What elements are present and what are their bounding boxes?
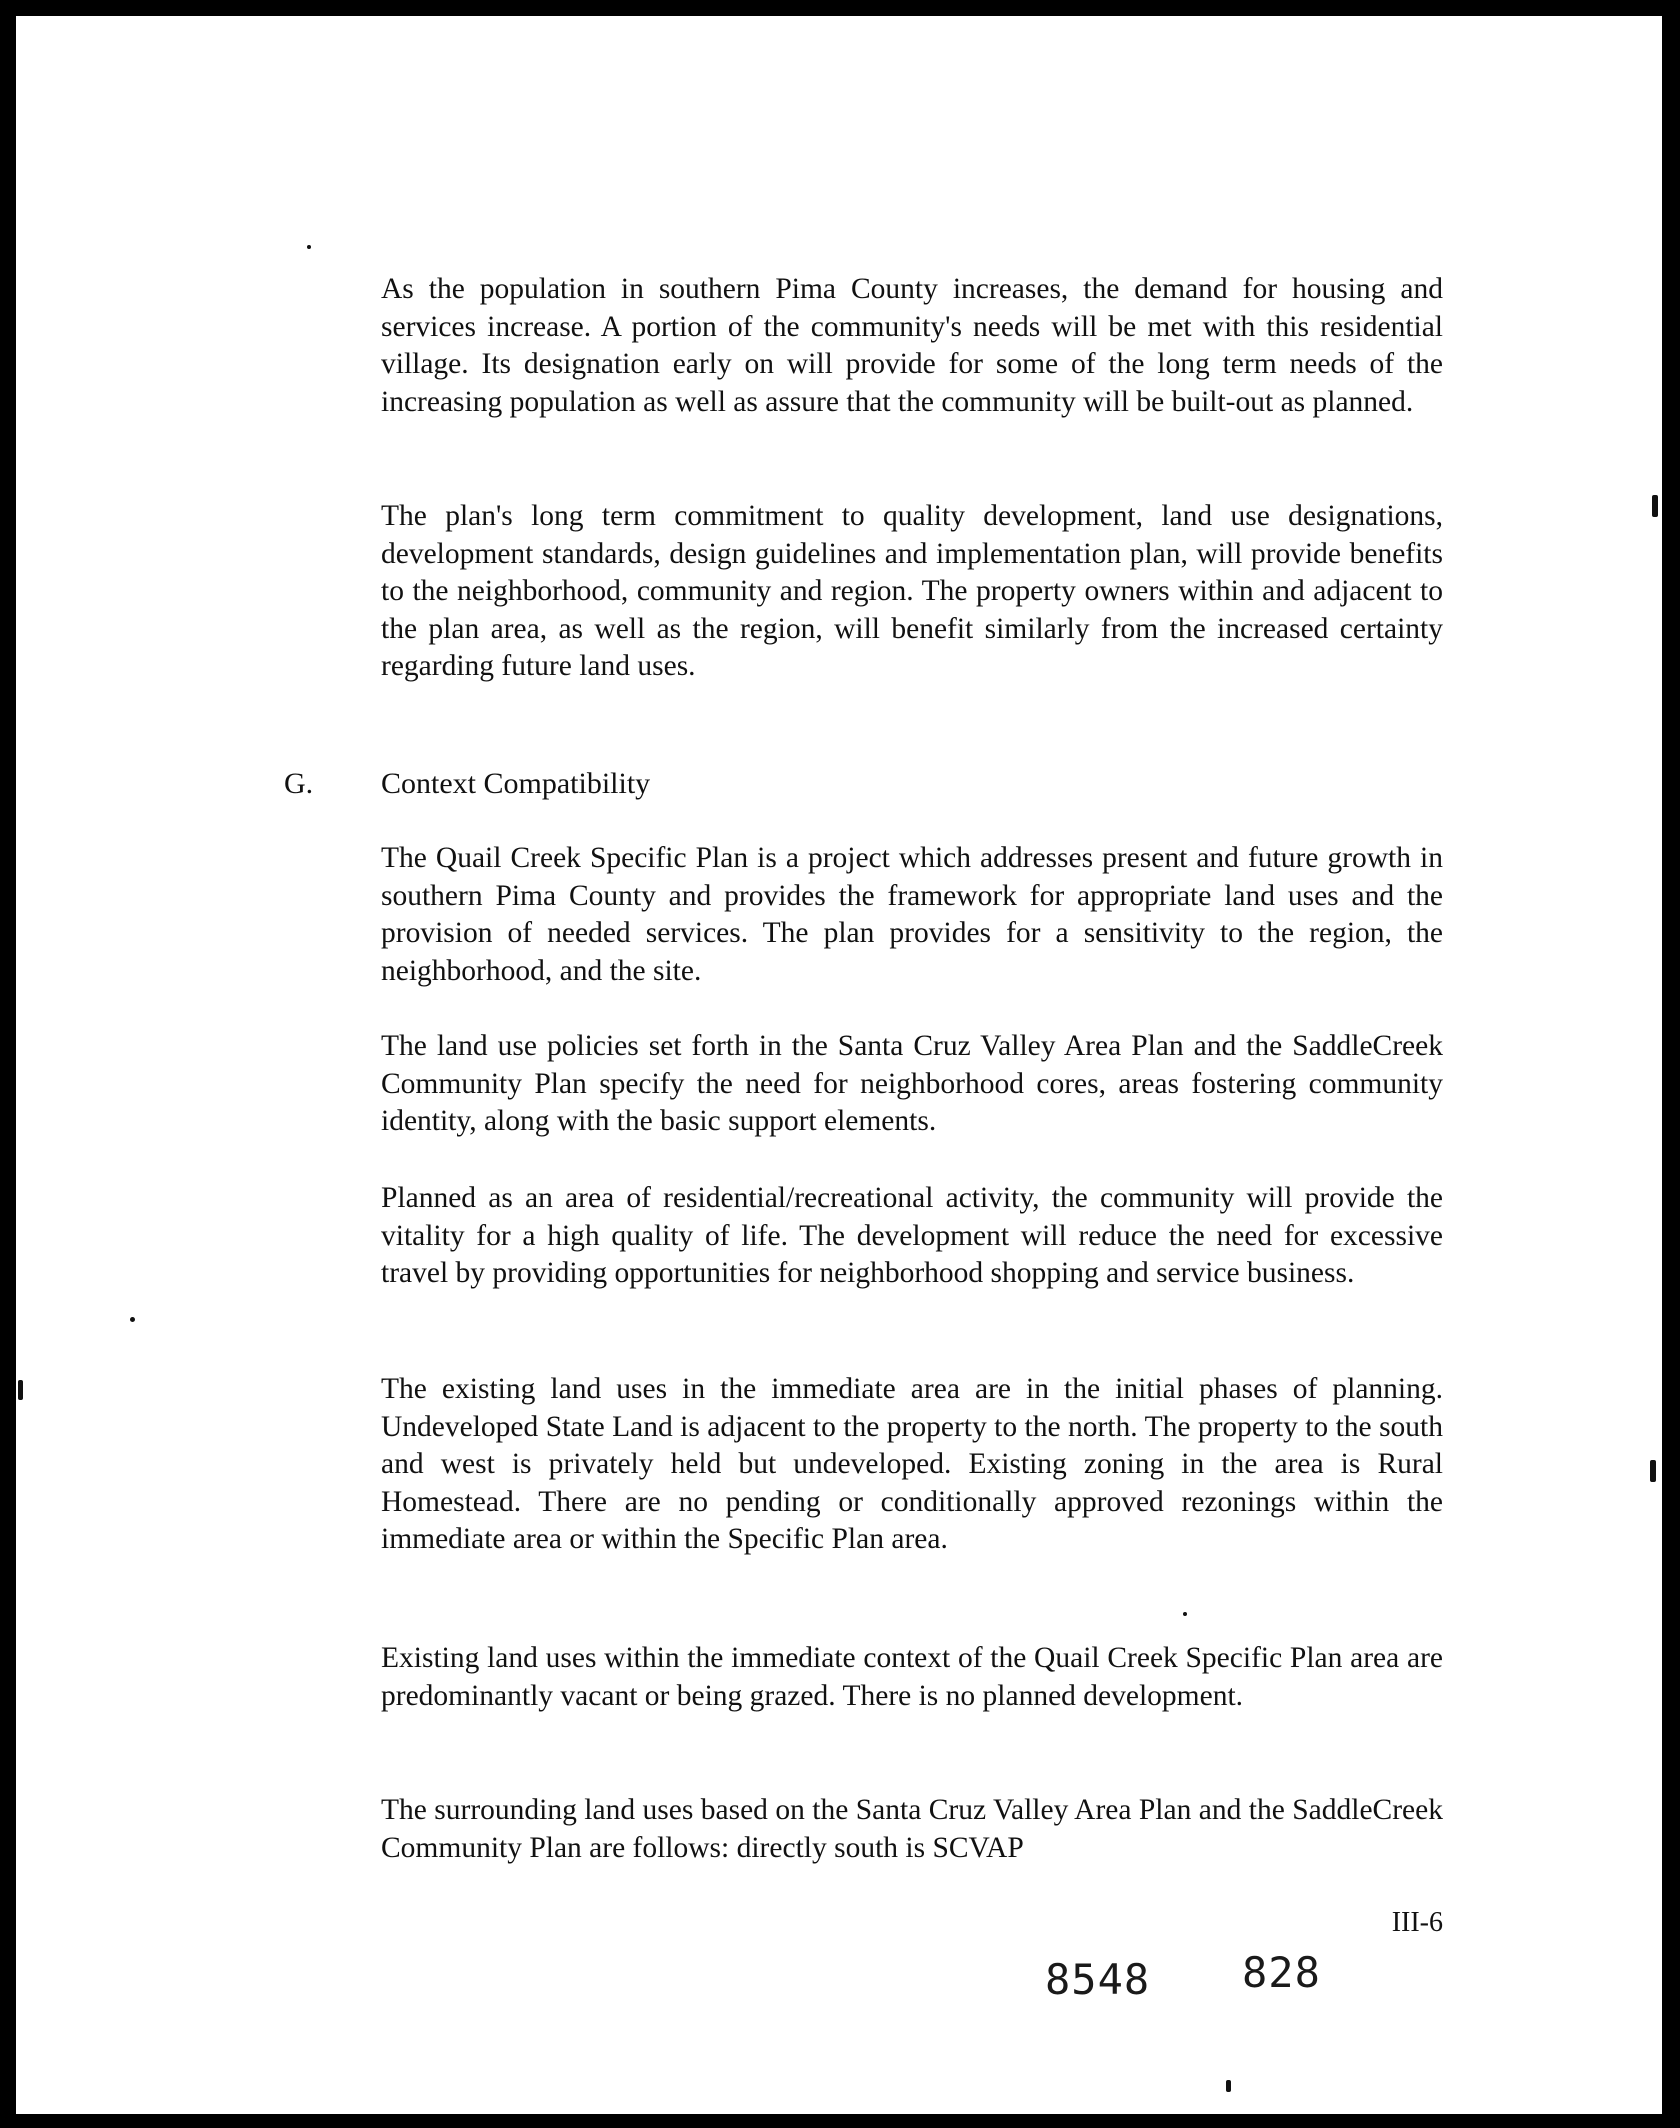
- scan-speck: [1226, 2080, 1231, 2092]
- scan-speck: [18, 1380, 23, 1400]
- section-paragraph-6: The surrounding land uses based on the Santa Cruz Valley Area Plan and the SaddleCreek Community Plan are follows: directly south is SCVAP: [381, 1794, 1443, 1864]
- intro-paragraph-2: The plan's long term commitment to quality development, land use designations, development standards, design guidelines and implementation plan, will provide benefits to the neighborhood, community and region. The property owners within and adjacent to the plan area, as well as the region, will benefit similarly from the increased certainty regarding future land uses.: [381, 500, 1443, 682]
- page-number: III-6: [1391, 1907, 1443, 1938]
- section-letter: G.: [284, 767, 314, 800]
- stamp-number-docket: 8548: [1045, 1955, 1151, 2004]
- section-paragraph-4: The existing land uses in the immediate area are in the initial phases of planning. Undeveloped State Land is adjacent to the property to the north. The property to the south and west is privately held but undeveloped. Existing zoning in the area is Rural Homestead. There are no pending or conditionally approved rezonings within the immediate area or within the Specific Plan area.: [381, 1373, 1443, 1555]
- scan-speck: [1650, 1460, 1656, 1482]
- scan-border-left: [0, 0, 16, 2128]
- scan-border-bottom: [0, 2112, 1680, 2128]
- intro-paragraph-1: As the population in southern Pima County increases, the demand for housing and services increase. A portion of the community's needs will be met with this residential village. Its designation early on will provide for some of the long term needs of the increasing population as well as assure that the community will be built-out as planned.: [381, 273, 1443, 418]
- section-title: Context Compatibility: [381, 767, 651, 800]
- scan-speck: [1183, 1612, 1187, 1616]
- section-paragraph-3: Planned as an area of residential/recreational activity, the community will provide the vitality for a high quality of life. The development will reduce the need for excessive travel by providing opportunities for neighborhood shopping and service business.: [381, 1182, 1443, 1289]
- section-paragraph-2: The land use policies set forth in the Santa Cruz Valley Area Plan and the SaddleCreek Community Plan specify the need for neighborhood cores, areas fostering community identity, along with the basic support elements.: [381, 1030, 1443, 1137]
- scan-border-right: [1662, 0, 1680, 2128]
- scan-speck: [1652, 495, 1658, 517]
- scan-speck: [307, 245, 311, 249]
- stamp-number-page: 828: [1242, 1948, 1321, 1997]
- section-paragraph-1: The Quail Creek Specific Plan is a project which addresses present and future growth in southern Pima County and provides the framework for appropriate land uses and the provision of needed services. The plan provides for a sensitivity to the region, the neighborhood, and the site.: [381, 842, 1443, 987]
- scan-speck: [130, 1317, 135, 1322]
- section-paragraph-5: Existing land uses within the immediate context of the Quail Creek Specific Plan area are predominantly vacant or being grazed. There is no planned development.: [381, 1642, 1443, 1712]
